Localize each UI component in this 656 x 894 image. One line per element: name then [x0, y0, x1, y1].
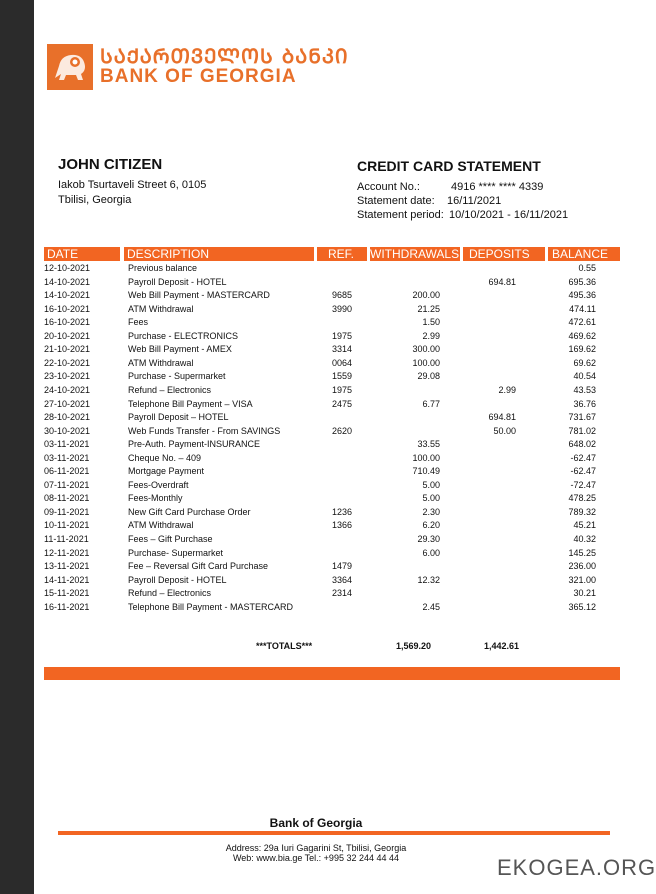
row-withdrawal: 29.30	[417, 534, 440, 544]
table-row	[44, 533, 604, 546]
row-description: Cheque No. – 409	[128, 452, 202, 463]
footer-contact: Web: www.bia.ge Tel.: +995 32 244 44 44	[232, 853, 400, 863]
statement-date-label: Statement date:	[357, 195, 435, 207]
bank-name-georgian: ᲡᲐᲥᲐᲠᲗᲕᲔᲚᲝᲡ ᲑᲐᲜᲙᲘ	[100, 44, 349, 68]
header-deposits: DEPOSITS	[463, 247, 545, 261]
row-date: 15-11-2021	[44, 588, 90, 599]
row-date: 13-11-2021	[44, 561, 90, 572]
header-date: DATE	[44, 247, 120, 261]
row-withdrawal: 300.00	[412, 344, 440, 355]
table-row	[44, 303, 604, 316]
table-row	[44, 438, 604, 451]
row-ref: 1975	[332, 330, 353, 341]
row-withdrawal: 200.00	[412, 290, 440, 301]
header-description: DESCRIPTION	[124, 247, 314, 261]
row-balance: 321.00	[568, 574, 596, 585]
row-deposit: 50.00	[493, 425, 516, 436]
customer-name: JOHN CITIZEN	[58, 156, 163, 173]
row-description: Fees-Overdraft	[128, 479, 189, 490]
header-ref: REF.	[317, 247, 367, 261]
row-ref: 1366	[332, 520, 353, 531]
row-description: ATM Withdrawal	[128, 357, 194, 368]
row-withdrawal: 710.49	[412, 466, 440, 477]
row-ref: 3314	[332, 344, 353, 355]
customer-address-line2: Tbilisi, Georgia	[58, 194, 132, 206]
row-description: Fees-Monthly	[128, 493, 183, 504]
row-description: Purchase - ELECTRONICS	[128, 330, 239, 341]
row-description: Purchase- Supermarket	[128, 547, 224, 558]
row-date: 03-11-2021	[44, 439, 90, 450]
row-balance: 781.02	[568, 425, 596, 436]
row-description: Web Bill Payment - AMEX	[128, 344, 232, 355]
row-description: Refund – Electronics	[128, 384, 212, 395]
row-date: 16-11-2021	[44, 601, 90, 612]
row-description: Purchase - Supermarket	[128, 371, 226, 382]
row-ref: 0064	[332, 357, 353, 368]
row-date: 07-11-2021	[44, 479, 90, 490]
row-balance: 40.54	[573, 371, 596, 382]
table-row	[44, 425, 604, 438]
row-date: 14-10-2021	[44, 276, 91, 287]
row-description: Web Funds Transfer - From SAVINGS	[128, 425, 281, 436]
row-ref: 9685	[332, 290, 353, 301]
table-row	[44, 330, 604, 343]
row-withdrawal: 6.20	[422, 520, 440, 531]
row-balance: 695.36	[568, 276, 596, 287]
footer-bank-name: Bank of Georgia	[269, 816, 363, 830]
table-row	[44, 601, 604, 614]
row-withdrawal: 21.25	[417, 303, 440, 314]
table-row	[44, 357, 604, 370]
row-balance: 472.61	[568, 317, 596, 328]
table-row	[44, 316, 604, 329]
row-description: Telephone Bill Payment – VISA	[128, 398, 253, 409]
row-ref: 1236	[332, 506, 353, 517]
left-dark-bar	[0, 0, 34, 894]
row-balance: 36.76	[573, 398, 596, 409]
row-date: 14-11-2021	[44, 574, 90, 585]
row-date: 30-10-2021	[44, 425, 91, 436]
table-row	[44, 343, 604, 356]
row-ref: 3990	[332, 303, 353, 314]
row-ref: 3364	[332, 574, 353, 585]
row-date: 11-11-2021	[44, 534, 89, 544]
row-balance: 69.62	[573, 357, 596, 368]
row-withdrawal: 29.08	[417, 371, 440, 382]
row-balance: 469.62	[568, 330, 596, 341]
row-description: Payroll Deposit - HOTEL	[128, 276, 227, 287]
table-row	[44, 465, 604, 478]
table-row	[44, 587, 604, 600]
account-value: 4916 **** **** 4339	[451, 181, 544, 193]
row-balance: -72.47	[570, 479, 596, 490]
row-ref: 1479	[332, 561, 353, 572]
table-row	[44, 370, 604, 383]
row-ref: 2620	[332, 425, 353, 436]
table-row	[44, 411, 604, 424]
row-description: Payroll Deposit - HOTEL	[128, 574, 227, 585]
row-deposit: 2.99	[498, 384, 516, 395]
table-row	[44, 560, 604, 573]
row-withdrawal: 6.77	[422, 398, 440, 409]
row-description: Pre-Auth. Payment-INSURANCE	[128, 439, 261, 450]
totals-withdrawals: 1,569.20	[396, 641, 432, 651]
row-date: 27-10-2021	[44, 398, 91, 409]
table-row	[44, 519, 604, 532]
row-withdrawal: 1.50	[422, 317, 440, 328]
account-label: Account No.:	[357, 181, 420, 193]
table-row	[44, 506, 604, 519]
row-date: 21-10-2021	[44, 344, 91, 355]
row-balance: 43.53	[573, 384, 596, 395]
row-ref: 1975	[332, 384, 353, 395]
row-balance: 474.11	[569, 303, 596, 314]
row-date: 03-11-2021	[44, 452, 90, 463]
header-withdrawals: WITHDRAWALS	[370, 247, 460, 261]
row-withdrawal: 33.55	[417, 439, 440, 450]
customer-address-line1: Iakob Tsurtaveli Street 6, 0105	[58, 179, 207, 191]
row-date: 12-10-2021	[44, 263, 91, 273]
divider-bar	[44, 667, 620, 680]
row-balance: 495.36	[568, 290, 596, 301]
bank-name-english: BANK OF GEORGIA	[100, 66, 297, 87]
table-row	[44, 547, 604, 560]
table-row	[44, 398, 604, 411]
statement-date-value: 16/11/2021	[447, 195, 502, 207]
row-description: New Gift Card Purchase Order	[128, 506, 251, 517]
row-balance: 478.25	[568, 493, 596, 504]
row-date: 20-10-2021	[44, 330, 91, 341]
table-row	[44, 384, 604, 397]
row-balance: 731.67	[568, 412, 596, 423]
statement-period	[357, 209, 569, 221]
row-balance: -62.47	[570, 452, 596, 463]
table-row	[44, 276, 604, 289]
row-balance: 40.32	[573, 534, 596, 544]
row-date: 16-10-2021	[44, 317, 91, 328]
row-description: Telephone Bill Payment - MASTERCARD	[128, 601, 294, 612]
bank-logo-lion-icon	[47, 44, 93, 90]
row-date: 06-11-2021	[44, 466, 90, 477]
table-row	[44, 574, 604, 587]
row-description: Fees	[128, 317, 149, 328]
row-date: 09-11-2021	[44, 506, 90, 517]
row-date: 08-11-2021	[44, 493, 90, 504]
row-date: 24-10-2021	[44, 384, 91, 395]
footer-address: Address: 29a Iuri Gagarini St, Tbilisi, Georgia	[225, 843, 407, 853]
table-row	[44, 262, 604, 275]
row-description: Previous balance	[128, 263, 198, 273]
row-date: 23-10-2021	[44, 371, 91, 382]
row-date: 16-10-2021	[44, 303, 91, 314]
row-balance: 789.32	[568, 506, 596, 517]
row-date: 22-10-2021	[44, 357, 91, 368]
account-number	[357, 181, 544, 193]
table-row	[44, 492, 604, 505]
watermark: EKOGEA.ORG	[497, 855, 656, 880]
row-balance: 365.12	[568, 601, 596, 612]
row-ref: 2475	[332, 398, 353, 409]
row-withdrawal: 2.30	[422, 506, 440, 517]
row-deposit: 694.81	[488, 276, 516, 287]
statement-period-label: Statement period:	[357, 209, 444, 221]
row-date: 10-11-2021	[44, 520, 90, 531]
row-balance: 0.55	[578, 263, 596, 273]
row-withdrawal: 5.00	[422, 493, 440, 504]
table-row	[44, 479, 604, 492]
table-row	[44, 452, 604, 465]
row-balance: 648.02	[568, 439, 596, 450]
row-withdrawal: 2.45	[422, 601, 440, 612]
header-balance: BALANCE	[548, 247, 620, 261]
row-date: 12-11-2021	[44, 547, 90, 558]
footer-divider	[58, 831, 610, 835]
row-balance: 45.21	[573, 520, 596, 531]
row-description: Refund – Electronics	[128, 588, 212, 599]
row-balance: 169.62	[568, 344, 596, 355]
row-description: Fee – Reversal Gift Card Purchase	[128, 561, 269, 572]
row-date: 14-10-2021	[44, 290, 91, 301]
row-description: ATM Withdrawal	[128, 520, 194, 531]
row-balance: 236.00	[568, 561, 596, 572]
row-withdrawal: 5.00	[422, 479, 440, 490]
row-balance: 145.25	[568, 547, 596, 558]
row-description: Fees – Gift Purchase	[128, 534, 213, 544]
row-withdrawal: 6.00	[422, 547, 440, 558]
row-ref: 2314	[332, 588, 353, 599]
row-withdrawal: 12.32	[417, 574, 440, 585]
row-balance: 30.21	[573, 588, 596, 599]
row-date: 28-10-2021	[44, 412, 91, 423]
row-balance: -62.47	[570, 466, 596, 477]
row-withdrawal: 100.00	[412, 452, 440, 463]
statement-title: CREDIT CARD STATEMENT	[357, 158, 541, 174]
statement-date	[357, 195, 502, 207]
row-deposit: 694.81	[488, 412, 516, 423]
table-row	[44, 289, 604, 302]
row-description: Web Bill Payment - MASTERCARD	[128, 290, 270, 301]
totals-deposits: 1,442.61	[484, 641, 520, 651]
row-description: Payroll Deposit – HOTEL	[128, 412, 229, 423]
statement-period-value: 10/10/2021 - 16/11/2021	[449, 209, 569, 221]
row-withdrawal: 2.99	[422, 330, 440, 341]
row-withdrawal: 100.00	[412, 357, 440, 368]
row-ref: 1559	[332, 371, 353, 382]
totals-label: ***TOTALS***	[256, 641, 313, 651]
row-description: ATM Withdrawal	[128, 303, 194, 314]
row-description: Mortgage Payment	[128, 466, 205, 477]
